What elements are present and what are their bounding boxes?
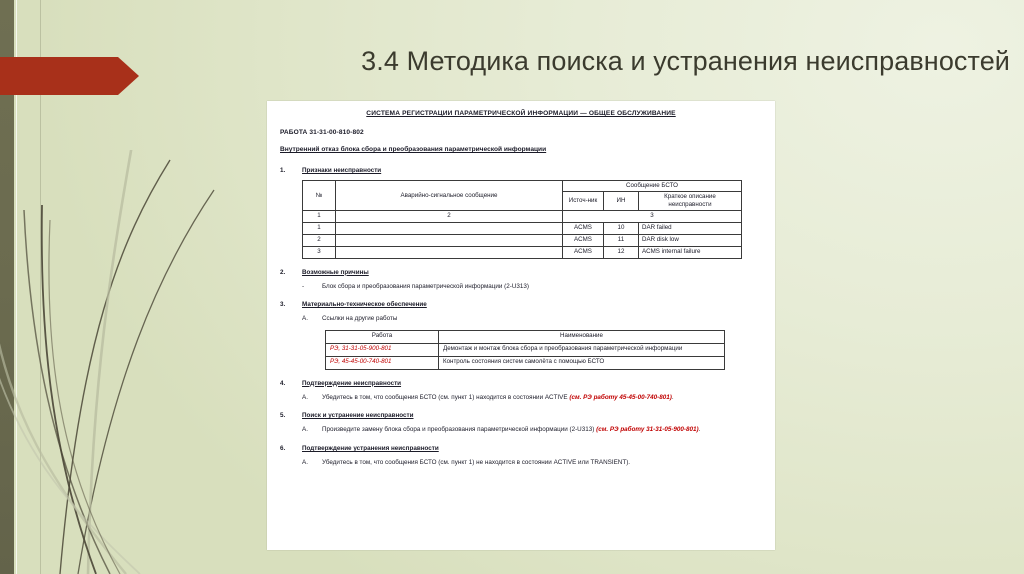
table-row [326, 356, 725, 369]
section-4-title: Подтверждение неисправности [302, 379, 402, 387]
document-subtitle: Внутренний отказ блока сбора и преобразования параметрической информации [280, 146, 547, 154]
related-works-table [325, 330, 725, 370]
sub-text-reference: (см. РЭ работу 31-31-05-900-801) [596, 426, 699, 434]
col-short-description: Краткое описание неисправности [639, 192, 742, 211]
section-5-sub [302, 425, 762, 434]
sub-marker: A. [302, 426, 308, 434]
section-4-sub [302, 393, 762, 402]
bullet-text: Блок сбора и преобразования параметрической информации (2-U313) [322, 282, 530, 290]
cell-in: 10 [604, 222, 639, 234]
table-row [303, 234, 742, 246]
document-work-code: РАБОТА 31-31-00-810-802 [280, 128, 364, 136]
cell-work-code: РЭ, 45-45-00-740-801 [326, 356, 439, 369]
col-work: Работа [326, 330, 439, 343]
section-6 [280, 444, 762, 453]
document-header: СИСТЕМА РЕГИСТРАЦИИ ПАРАМЕТРИЧЕСКОЙ ИНФОРМАЦИИ — ОБЩЕЕ ОБСЛУЖИВАНИЕ [366, 110, 676, 117]
section-3-title: Материально-техническое обеспечение [302, 301, 427, 309]
cell-description: ACMS internal failure [639, 246, 742, 258]
colnum-1: 1 [303, 210, 336, 222]
section-3 [280, 300, 762, 309]
cell-in: 11 [604, 234, 639, 246]
document-page [267, 101, 775, 550]
cell-alarm-message [336, 222, 563, 234]
sub-text [322, 393, 674, 402]
section-2-title: Возможные причины [302, 268, 369, 276]
col-no: № [303, 181, 336, 210]
table-row [303, 222, 742, 234]
sub-text: Ссылки на другие работы [322, 315, 398, 323]
section-4-number: 4. [280, 379, 286, 387]
cell-description: DAR failed [639, 222, 742, 234]
fault-indications-table [302, 180, 742, 258]
cell-source: ACMS [563, 234, 604, 246]
cell-source: ACMS [563, 222, 604, 234]
cell-in: 12 [604, 246, 639, 258]
section-1-number: 1. [280, 167, 286, 175]
table-column-number-row [303, 210, 742, 222]
sub-text-plain: Произведите замену блока сбора и преобразования параметрической информации (2-U313) [322, 426, 597, 434]
sub-text-plain: Убедитесь в том, что сообщения БСТО (см. пункт 1) находится в состоянии ACTIVE [322, 393, 570, 401]
sub-text [322, 425, 700, 434]
cell-no: 3 [303, 246, 336, 258]
section-2-number: 2. [280, 268, 286, 276]
sub-marker: A. [302, 393, 308, 401]
section-6-number: 6. [280, 444, 286, 452]
section-6-sub [302, 458, 762, 467]
col-alarm-message: Аварийно-сигнальное сообщение [336, 181, 563, 210]
table-header-row [303, 181, 742, 192]
page-title: 3.4 Методика поиска и устранения неисправностей [361, 46, 1010, 76]
colnum-2: 2 [336, 210, 563, 222]
section-1-title: Признаки неисправности [302, 167, 382, 175]
colnum-3: 3 [563, 210, 742, 222]
col-source: Источ-ник [563, 192, 604, 211]
table-row [303, 246, 742, 258]
section-6-title: Подтверждение устранения неисправности [302, 444, 439, 452]
section-2 [280, 268, 762, 277]
table-row [326, 343, 725, 356]
cell-no: 1 [303, 222, 336, 234]
cell-work-code: РЭ, 31-31-05-900-801 [326, 343, 439, 356]
cell-work-name: Демонтаж и монтаж блока сбора и преобразования параметрической информации [439, 343, 725, 356]
cell-source: ACMS [563, 246, 604, 258]
section-5-number: 5. [280, 412, 286, 420]
grass-decoration-icon [0, 150, 230, 574]
section-3-number: 3. [280, 301, 286, 309]
sub-text-tail: . [698, 426, 701, 434]
section-3-sub [302, 314, 762, 323]
section-2-bullet [302, 282, 762, 291]
section-5-title: Поиск и устранение неисправности [302, 412, 414, 420]
col-in: ИН [604, 192, 639, 211]
col-group-bsto: Сообщение БСТО [563, 181, 742, 192]
section-1 [280, 166, 762, 175]
sub-marker: A. [302, 315, 308, 323]
col-name: Наименование [439, 330, 725, 343]
sub-text-plain: Убедитесь в том, что сообщения БСТО (см. пункт 1) не находится в состоянии ACTIVE или TRANSIENT). [322, 458, 631, 466]
section-5 [280, 411, 762, 420]
sub-marker: A. [302, 458, 308, 466]
sub-text-reference: (см. РЭ работу 45-45-00-740-801) [569, 393, 672, 401]
sub-text [322, 458, 630, 467]
red-arrow-banner-icon [0, 57, 140, 95]
cell-description: DAR disk low [639, 234, 742, 246]
cell-alarm-message [336, 234, 563, 246]
cell-alarm-message [336, 246, 563, 258]
table-header-row [326, 330, 725, 343]
cell-no: 2 [303, 234, 336, 246]
bullet-marker: - [302, 282, 305, 290]
section-4 [280, 379, 762, 388]
cell-work-name: Контроль состояния систем самолёта с помощью БСТО [439, 356, 725, 369]
sub-text-tail: . [671, 393, 674, 401]
